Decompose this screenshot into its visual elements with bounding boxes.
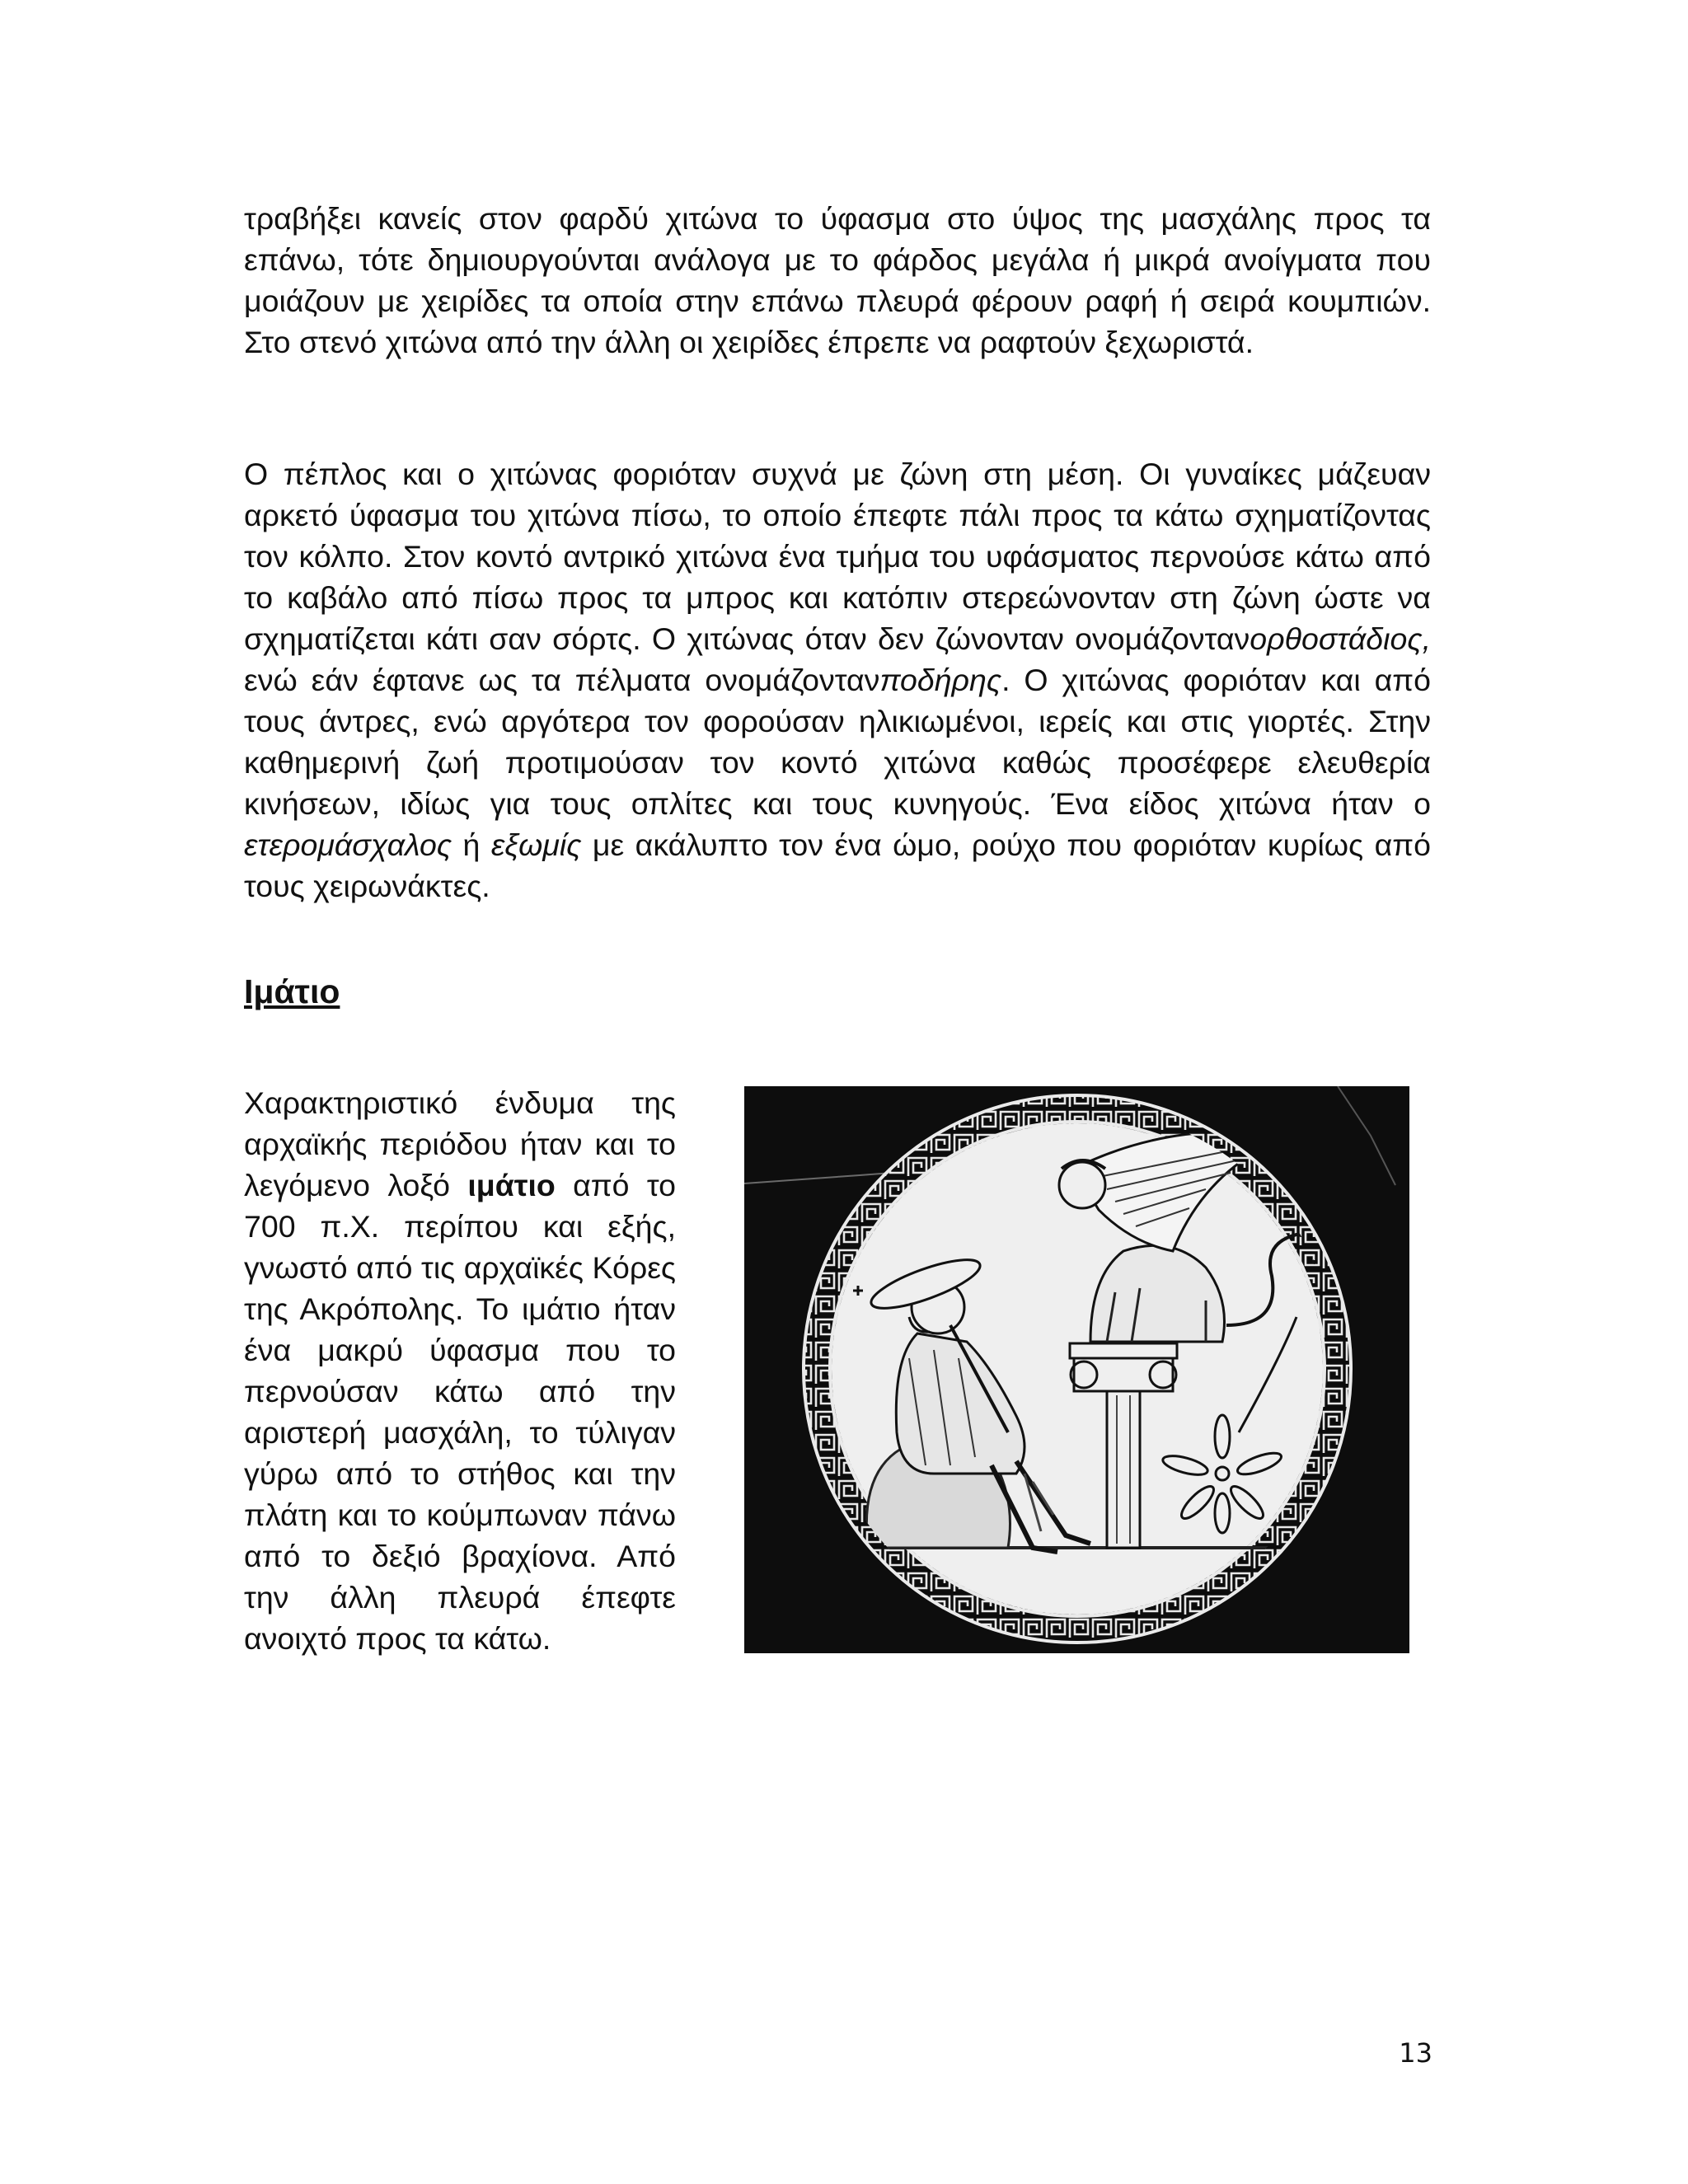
page-number: 13	[1399, 2037, 1432, 2069]
paragraph1-run-0: τραβήξει κανείς στον φαρδύ χιτώνα το ύφασμα στο ύψος της μασχάλης προς τα επάνω, τότε δημιουργούνται ανάλογα με το φάρδος μεγάλα ή μικρά ανοίγματα που μοιάζουν με χειρίδες τα οποία στην επάνω πλευρά φέρουν ραφή ή σειρά κουμπιών. Στο στενό χιτώνα από την άλλη οι χειρίδες έπρεπε να ραφτούν ξεχωριστά.	[244, 201, 1431, 359]
paragraph2-run-5: ετερομάσχαλος	[244, 827, 452, 862]
paragraph2-run-6: ή	[452, 827, 491, 862]
paragraph2-run-1: ορθοστάδιος,	[1250, 621, 1431, 656]
vase-painting-figure	[744, 1086, 1409, 1653]
section-heading-himation: Ιμάτιο	[244, 972, 340, 1010]
oedipus-sphinx-image	[744, 1086, 1409, 1653]
paragraph2-run-4: . Ο χιτώνας φοριόταν και από τους άντρες, ενώ αργότερα τον φορούσαν ηλικιωμένοι, ιερείς και στις γιορτές. Στην καθημερινή ζωή προτιμούσαν τον κοντό χιτώνα καθώς προσέφερε ελευθερία κινήσεων, ιδίως για τους οπλίτες και τους κυνηγούς. Ένα είδος χιτώνα ήταν ο	[244, 663, 1431, 821]
paragraph3-run-2: από το 700 π.Χ. περίπου και εξής, γνωστό από τις αρχαϊκές Κόρες της Ακρόπολης. Το ιμάτιο ήταν ένα μακρύ ύφασμα που το περνούσαν κάτω από την αριστερή μασχάλη, το τύλιγαν γύρω από το στήθος και την πλάτη και το κούμπωναν πάνω από το δεξιό βραχίονα. Από την άλλη πλευρά έπεφτε ανοιχτό προς τα κάτω.	[244, 1168, 676, 1656]
paragraph3-run-1: ιμάτιο	[467, 1168, 556, 1202]
paragraph2-run-2: ενώ εάν έφτανε ως τα πέλματα ονομάζονταν	[244, 663, 880, 697]
paragraph2-run-8: με ακάλυπτο τον ένα ώμο, ρούχο που φοριόταν κυρίως από τους χειρωνάκτες.	[244, 827, 1431, 903]
paragraph2-run-0: Ο πέπλος και ο χιτώνας φοριόταν συχνά με ζώνη στη μέση. Οι γυναίκες μάζευαν αρκετό ύφασμα του χιτώνα πίσω, το οποίο έπεφτε πάλι προς τα κάτω σχηματίζοντας τον κόλπο. Στον κοντό αντρικό χιτώνα ένα τμήμα του υφάσματος περνούσε κάτω από το καβάλο από πίσω προς τα μπρος και κατόπιν στερεώνονταν στη ζώνη ώστε να σχηματίζεται κάτι σαν σόρτς. Ο χιτώνας όταν δεν ζώνονταν ονομάζονταν	[244, 457, 1431, 656]
paragraph-himation	[244, 1082, 676, 1659]
paragraph-belt-and-chiton-types	[244, 453, 1431, 907]
paragraph-chiton-sleeves	[244, 198, 1431, 363]
paragraph3-run-0: Χαρακτηριστικό ένδυμα της αρχαϊκής περιόδου ήταν και το λεγόμενο λοξό	[244, 1085, 676, 1202]
paragraph2-run-3: ποδήρης	[879, 663, 1002, 697]
paragraph2-run-7: εξωμίς	[490, 827, 582, 862]
